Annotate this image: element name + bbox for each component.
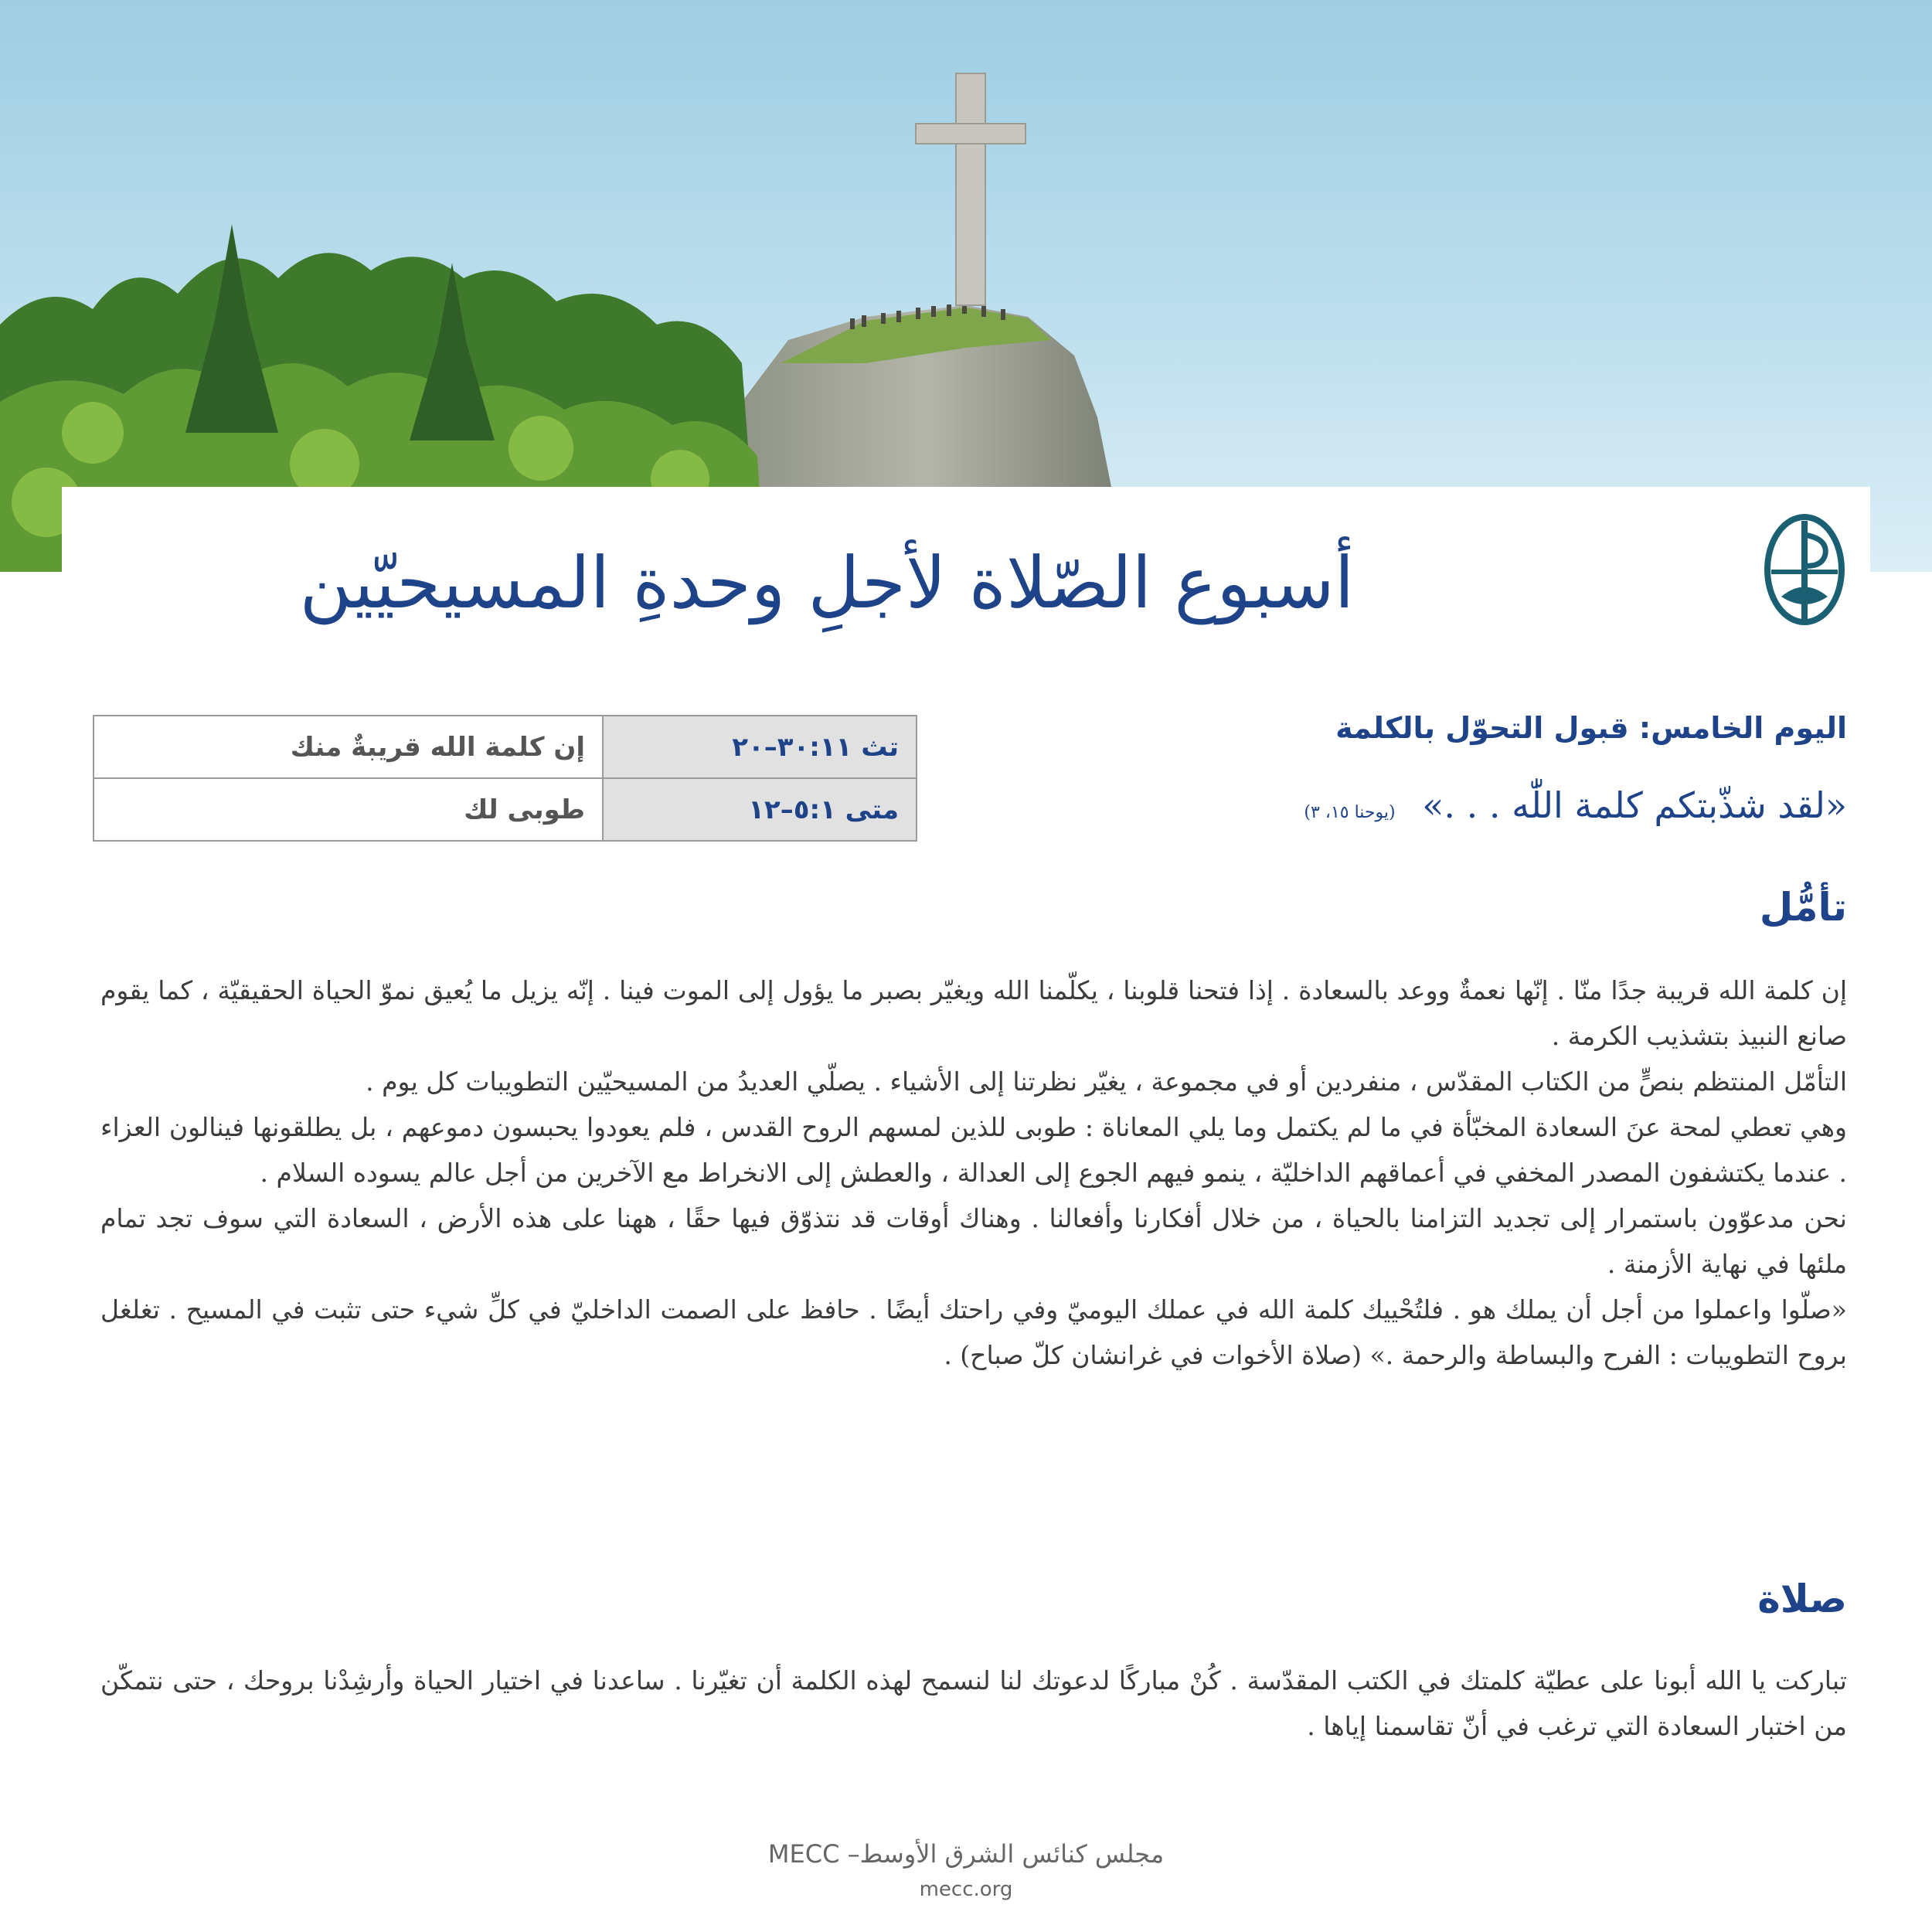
table-row bbox=[94, 778, 917, 841]
reflection-title: تأمُّل bbox=[1759, 885, 1847, 930]
reflection-paragraph: نحن مدعوّون باستمرار إلى تجديد التزامنا بالحياة ، من خلال أفكارنا وأفعالنا . وهناك أوقات قد نتذوّق فيها حقًا ، ههنا على هذه الأرض ، السعادة التي سوف تجد تمام ملئها في نهاية الأزمنة . bbox=[100, 1203, 1847, 1279]
reflection-paragraph: التأمّل المنتظم بنصٍّ من الكتاب المقدّس ، منفردين أو في مجموعة ، يغيّر نظرتنا إلى الأشياء . يصلّي العديدُ من المسيحيّين التطويبات كل يوم . bbox=[366, 1066, 1847, 1097]
chi-rho-fish-logo-icon bbox=[1762, 512, 1847, 628]
phrase-cell: طوبى لك bbox=[94, 778, 603, 841]
content-card bbox=[62, 487, 1870, 1932]
phrase-cell: إن كلمة الله قريبةٌ منك bbox=[94, 716, 603, 778]
reflection-paragraph: وهي تعطي لمحة عنَ السعادة المخبّأة في ما لم يكتمل وما يلي المعاناة : طوبى للذين لمسهم الروح القدس ، فلم يعودوا يحبسون دموعهم ، بل يطلقونها فينالون العزاء . عندما يكتشفون المصدر المخفي في أعماقهم الداخليّة ، ينمو فيهم الجوع إلى العدالة ، والعطش إلى الانخراط مع الآخرين من أجل عالم يسوده السلام . bbox=[100, 1112, 1847, 1188]
reflection-body bbox=[100, 968, 1847, 1378]
hero-image bbox=[0, 0, 1932, 572]
day-heading: اليوم الخامس: قبول التحوّل بالكلمة bbox=[1335, 711, 1847, 745]
quote-reference: (يوحنا ١٥، ٣) bbox=[1304, 803, 1396, 822]
prayer-paragraph: تباركت يا الله أبونا على عطيّة كلمتك في الكتب المقدّسة . كُنْ مباركًا لدعوتك لنا لنسمح لهذه الكلمة أن تغيّرنا . ساعدنا في اختيار الحياة وأرشِدْنا بروحك ، حتى نتمكّن من اختبار السعادة التي ترغب في أنّ تقاسمنا إياها . bbox=[100, 1665, 1847, 1741]
day-quote bbox=[958, 784, 1847, 826]
reference-cell: تث ٣٠:١١–٢٠ bbox=[603, 716, 917, 778]
reflection-paragraph: «صلّوا واعملوا من أجل أن يملك هو . فلتُحْييك كلمة الله في عملك اليوميّ وفي راحتك أيضًا . حافظ على الصمت الداخليّ في كلِّ شيء حتى تثبت في المسيح . تغلغل بروح التطويبات : الفرح والبساطة والرحمة .» (صلاة الأخوات في غرانشان كلّ صباح) . bbox=[100, 1294, 1847, 1370]
table-row bbox=[94, 716, 917, 778]
reflection-paragraph: إن كلمة الله قريبة جدًا منّا . إنّها نعمةٌ ووعد بالسعادة . إذا فتحنا قلوبنا ، يكلّمنا الله ويغيّر بصبر ما يؤول إلى الموت فينا . إنّه يزيل ما يُعيق نموّ الحياة الحقيقيّة ، كما يقوم صانع النبيذ بتشذيب الكرمة . bbox=[100, 975, 1847, 1051]
hero-landscape bbox=[0, 0, 1932, 572]
page-title: أسبوع الصّلاة لأجلِ وحدةِ المسيحيّين bbox=[299, 542, 1355, 624]
footer-url[interactable]: mecc.org bbox=[919, 1878, 1013, 1901]
footer-org: مجلس كنائس الشرق الأوسط– MECC bbox=[767, 1839, 1165, 1869]
quote-text: «لقد شذّبتكم كلمة اللّٰه . . .» bbox=[1422, 784, 1847, 826]
prayer-title: صلاة bbox=[1757, 1577, 1847, 1621]
prayer-body bbox=[100, 1658, 1847, 1749]
reference-cell: متى ٥:١–١٢ bbox=[603, 778, 917, 841]
scripture-references-table bbox=[93, 715, 917, 842]
